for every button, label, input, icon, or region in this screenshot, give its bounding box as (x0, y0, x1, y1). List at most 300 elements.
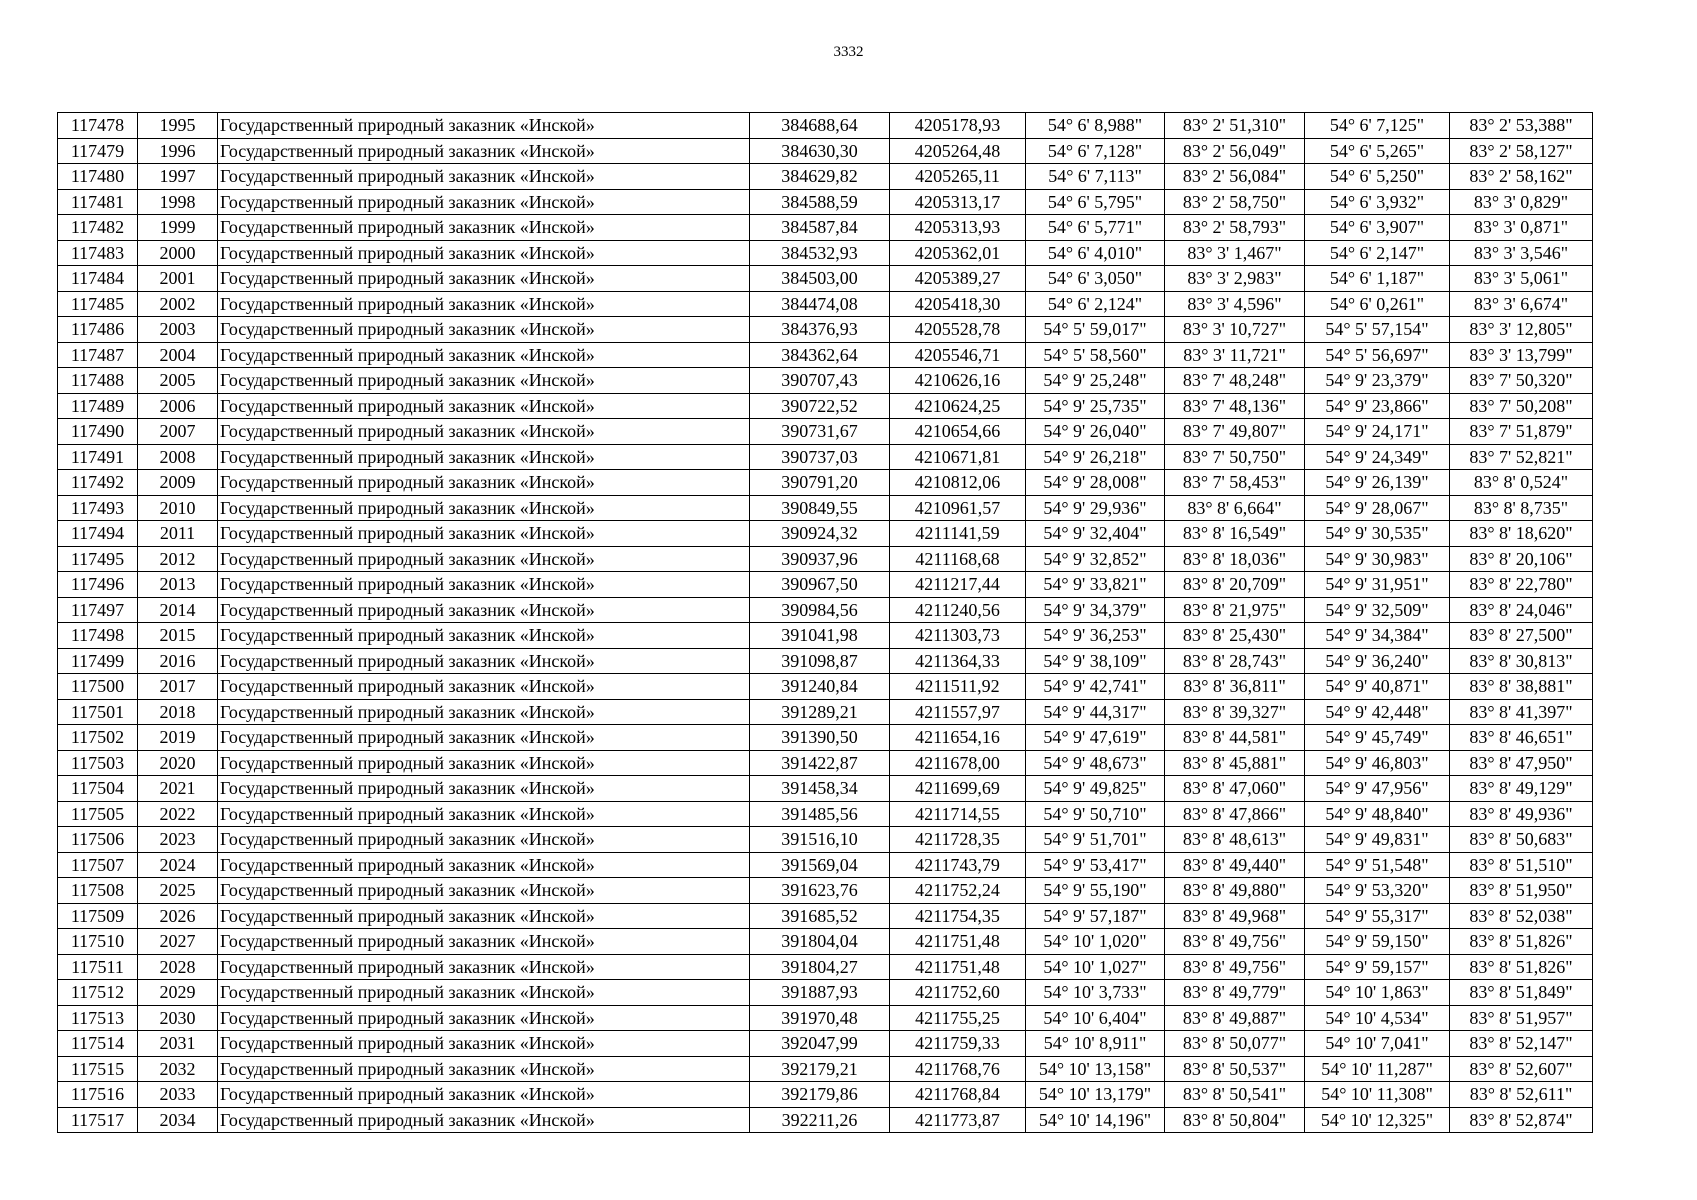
table-row (58, 266, 1593, 292)
longitude-2-cell: 83° 8' 51,510" (1450, 852, 1593, 878)
point-number-cell: 1995 (138, 113, 218, 139)
latitude-1-cell: 54° 10' 13,179" (1026, 1082, 1165, 1108)
latitude-2-cell: 54° 6' 3,907" (1305, 215, 1450, 241)
longitude-2-cell: 83° 8' 24,046" (1450, 597, 1593, 623)
object-name-cell: Государственный природный заказник «Инской» (218, 291, 750, 317)
point-number-cell: 2012 (138, 546, 218, 572)
y-coordinate-cell: 4205313,17 (890, 189, 1026, 215)
table-row (58, 674, 1593, 700)
longitude-2-cell: 83° 8' 41,397" (1450, 699, 1593, 725)
longitude-1-cell: 83° 8' 45,881" (1165, 750, 1305, 776)
longitude-2-cell: 83° 8' 52,147" (1450, 1031, 1593, 1057)
table-row (58, 878, 1593, 904)
row-id-cell: 117494 (58, 521, 138, 547)
x-coordinate-cell: 384474,08 (750, 291, 890, 317)
longitude-2-cell: 83° 8' 38,881" (1450, 674, 1593, 700)
row-id-cell: 117484 (58, 266, 138, 292)
point-number-cell: 2032 (138, 1056, 218, 1082)
x-coordinate-cell: 391458,34 (750, 776, 890, 802)
object-name-cell: Государственный природный заказник «Инской» (218, 648, 750, 674)
y-coordinate-cell: 4211754,35 (890, 903, 1026, 929)
table-row (58, 597, 1593, 623)
x-coordinate-cell: 392179,21 (750, 1056, 890, 1082)
y-coordinate-cell: 4211511,92 (890, 674, 1026, 700)
longitude-2-cell: 83° 8' 30,813" (1450, 648, 1593, 674)
table-row (58, 699, 1593, 725)
point-number-cell: 2017 (138, 674, 218, 700)
longitude-2-cell: 83° 8' 50,683" (1450, 827, 1593, 853)
latitude-1-cell: 54° 9' 42,741" (1026, 674, 1165, 700)
point-number-cell: 2002 (138, 291, 218, 317)
table-row (58, 750, 1593, 776)
object-name-cell: Государственный природный заказник «Инской» (218, 495, 750, 521)
table-row (58, 827, 1593, 853)
object-name-cell: Государственный природный заказник «Инской» (218, 1107, 750, 1133)
object-name-cell: Государственный природный заказник «Инской» (218, 317, 750, 343)
latitude-1-cell: 54° 6' 2,124" (1026, 291, 1165, 317)
latitude-1-cell: 54° 10' 13,158" (1026, 1056, 1165, 1082)
longitude-1-cell: 83° 8' 47,060" (1165, 776, 1305, 802)
x-coordinate-cell: 384629,82 (750, 164, 890, 190)
point-number-cell: 2006 (138, 393, 218, 419)
latitude-2-cell: 54° 6' 0,261" (1305, 291, 1450, 317)
point-number-cell: 2014 (138, 597, 218, 623)
longitude-2-cell: 83° 8' 51,957" (1450, 1005, 1593, 1031)
latitude-1-cell: 54° 9' 29,936" (1026, 495, 1165, 521)
point-number-cell: 2016 (138, 648, 218, 674)
y-coordinate-cell: 4210626,16 (890, 368, 1026, 394)
object-name-cell: Государственный природный заказник «Инской» (218, 164, 750, 190)
longitude-1-cell: 83° 8' 16,549" (1165, 521, 1305, 547)
point-number-cell: 2027 (138, 929, 218, 955)
longitude-2-cell: 83° 8' 22,780" (1450, 572, 1593, 598)
latitude-1-cell: 54° 5' 58,560" (1026, 342, 1165, 368)
row-id-cell: 117481 (58, 189, 138, 215)
longitude-2-cell: 83° 8' 49,129" (1450, 776, 1593, 802)
x-coordinate-cell: 390924,32 (750, 521, 890, 547)
longitude-2-cell: 83° 8' 20,106" (1450, 546, 1593, 572)
point-number-cell: 2020 (138, 750, 218, 776)
longitude-2-cell: 83° 7' 50,208" (1450, 393, 1593, 419)
latitude-2-cell: 54° 9' 47,956" (1305, 776, 1450, 802)
longitude-1-cell: 83° 2' 56,084" (1165, 164, 1305, 190)
latitude-2-cell: 54° 9' 31,951" (1305, 572, 1450, 598)
table-row (58, 648, 1593, 674)
y-coordinate-cell: 4211699,69 (890, 776, 1026, 802)
table-row (58, 393, 1593, 419)
x-coordinate-cell: 390722,52 (750, 393, 890, 419)
longitude-1-cell: 83° 7' 48,136" (1165, 393, 1305, 419)
point-number-cell: 2003 (138, 317, 218, 343)
coordinates-table (57, 112, 1593, 1133)
x-coordinate-cell: 391516,10 (750, 827, 890, 853)
y-coordinate-cell: 4205264,48 (890, 138, 1026, 164)
longitude-2-cell: 83° 7' 51,879" (1450, 419, 1593, 445)
longitude-2-cell: 83° 2' 53,388" (1450, 113, 1593, 139)
object-name-cell: Государственный природный заказник «Инской» (218, 699, 750, 725)
longitude-1-cell: 83° 8' 50,537" (1165, 1056, 1305, 1082)
object-name-cell: Государственный природный заказник «Инской» (218, 776, 750, 802)
row-id-cell: 117502 (58, 725, 138, 751)
x-coordinate-cell: 384362,64 (750, 342, 890, 368)
row-id-cell: 117487 (58, 342, 138, 368)
longitude-2-cell: 83° 3' 12,805" (1450, 317, 1593, 343)
x-coordinate-cell: 391804,04 (750, 929, 890, 955)
latitude-2-cell: 54° 10' 12,325" (1305, 1107, 1450, 1133)
y-coordinate-cell: 4211768,76 (890, 1056, 1026, 1082)
object-name-cell: Государственный природный заказник «Инской» (218, 240, 750, 266)
longitude-2-cell: 83° 8' 51,950" (1450, 878, 1593, 904)
longitude-2-cell: 83° 8' 51,826" (1450, 929, 1593, 955)
latitude-2-cell: 54° 9' 32,509" (1305, 597, 1450, 623)
longitude-1-cell: 83° 8' 50,077" (1165, 1031, 1305, 1057)
longitude-1-cell: 83° 3' 1,467" (1165, 240, 1305, 266)
latitude-2-cell: 54° 9' 28,067" (1305, 495, 1450, 521)
longitude-2-cell: 83° 3' 6,674" (1450, 291, 1593, 317)
point-number-cell: 2026 (138, 903, 218, 929)
x-coordinate-cell: 392047,99 (750, 1031, 890, 1057)
y-coordinate-cell: 4211752,24 (890, 878, 1026, 904)
x-coordinate-cell: 390849,55 (750, 495, 890, 521)
x-coordinate-cell: 391390,50 (750, 725, 890, 751)
y-coordinate-cell: 4211773,87 (890, 1107, 1026, 1133)
object-name-cell: Государственный природный заказник «Инской» (218, 368, 750, 394)
row-id-cell: 117506 (58, 827, 138, 853)
object-name-cell: Государственный природный заказник «Инской» (218, 546, 750, 572)
row-id-cell: 117512 (58, 980, 138, 1006)
row-id-cell: 117479 (58, 138, 138, 164)
object-name-cell: Государственный природный заказник «Инской» (218, 827, 750, 853)
row-id-cell: 117489 (58, 393, 138, 419)
row-id-cell: 117510 (58, 929, 138, 955)
point-number-cell: 2001 (138, 266, 218, 292)
row-id-cell: 117488 (58, 368, 138, 394)
point-number-cell: 1998 (138, 189, 218, 215)
latitude-2-cell: 54° 9' 23,379" (1305, 368, 1450, 394)
longitude-1-cell: 83° 7' 49,807" (1165, 419, 1305, 445)
table-row (58, 546, 1593, 572)
object-name-cell: Государственный природный заказник «Инской» (218, 1031, 750, 1057)
longitude-1-cell: 83° 7' 50,750" (1165, 444, 1305, 470)
x-coordinate-cell: 391289,21 (750, 699, 890, 725)
latitude-1-cell: 54° 6' 7,128" (1026, 138, 1165, 164)
object-name-cell: Государственный природный заказник «Инской» (218, 801, 750, 827)
row-id-cell: 117493 (58, 495, 138, 521)
latitude-2-cell: 54° 9' 24,171" (1305, 419, 1450, 445)
longitude-2-cell: 83° 8' 51,826" (1450, 954, 1593, 980)
latitude-2-cell: 54° 5' 56,697" (1305, 342, 1450, 368)
x-coordinate-cell: 391623,76 (750, 878, 890, 904)
latitude-1-cell: 54° 9' 25,248" (1026, 368, 1165, 394)
longitude-1-cell: 83° 8' 20,709" (1165, 572, 1305, 598)
x-coordinate-cell: 391887,93 (750, 980, 890, 1006)
latitude-2-cell: 54° 9' 34,384" (1305, 623, 1450, 649)
latitude-1-cell: 54° 6' 8,988" (1026, 113, 1165, 139)
row-id-cell: 117490 (58, 419, 138, 445)
latitude-1-cell: 54° 9' 28,008" (1026, 470, 1165, 496)
table-row (58, 164, 1593, 190)
x-coordinate-cell: 390791,20 (750, 470, 890, 496)
x-coordinate-cell: 391569,04 (750, 852, 890, 878)
latitude-2-cell: 54° 9' 40,871" (1305, 674, 1450, 700)
longitude-2-cell: 83° 8' 52,607" (1450, 1056, 1593, 1082)
longitude-1-cell: 83° 8' 28,743" (1165, 648, 1305, 674)
table-row (58, 903, 1593, 929)
table-body (58, 113, 1593, 1133)
latitude-1-cell: 54° 9' 26,040" (1026, 419, 1165, 445)
object-name-cell: Государственный природный заказник «Инской» (218, 189, 750, 215)
y-coordinate-cell: 4211168,68 (890, 546, 1026, 572)
x-coordinate-cell: 392179,86 (750, 1082, 890, 1108)
row-id-cell: 117505 (58, 801, 138, 827)
y-coordinate-cell: 4211141,59 (890, 521, 1026, 547)
latitude-2-cell: 54° 6' 1,187" (1305, 266, 1450, 292)
y-coordinate-cell: 4211364,33 (890, 648, 1026, 674)
latitude-1-cell: 54° 10' 8,911" (1026, 1031, 1165, 1057)
point-number-cell: 2022 (138, 801, 218, 827)
latitude-2-cell: 54° 9' 51,548" (1305, 852, 1450, 878)
point-number-cell: 2024 (138, 852, 218, 878)
point-number-cell: 2013 (138, 572, 218, 598)
point-number-cell: 2023 (138, 827, 218, 853)
object-name-cell: Государственный природный заказник «Инской» (218, 393, 750, 419)
object-name-cell: Государственный природный заказник «Инской» (218, 521, 750, 547)
object-name-cell: Государственный природный заказник «Инской» (218, 903, 750, 929)
row-id-cell: 117482 (58, 215, 138, 241)
row-id-cell: 117503 (58, 750, 138, 776)
y-coordinate-cell: 4211768,84 (890, 1082, 1026, 1108)
row-id-cell: 117517 (58, 1107, 138, 1133)
longitude-2-cell: 83° 8' 52,611" (1450, 1082, 1593, 1108)
latitude-2-cell: 54° 9' 49,831" (1305, 827, 1450, 853)
object-name-cell: Государственный природный заказник «Инской» (218, 750, 750, 776)
object-name-cell: Государственный природный заказник «Инской» (218, 444, 750, 470)
x-coordinate-cell: 391685,52 (750, 903, 890, 929)
longitude-2-cell: 83° 7' 52,821" (1450, 444, 1593, 470)
latitude-1-cell: 54° 10' 1,020" (1026, 929, 1165, 955)
longitude-1-cell: 83° 3' 11,721" (1165, 342, 1305, 368)
latitude-1-cell: 54° 9' 50,710" (1026, 801, 1165, 827)
longitude-2-cell: 83° 8' 8,735" (1450, 495, 1593, 521)
x-coordinate-cell: 391804,27 (750, 954, 890, 980)
longitude-1-cell: 83° 2' 51,310" (1165, 113, 1305, 139)
longitude-2-cell: 83° 8' 27,500" (1450, 623, 1593, 649)
table-row (58, 189, 1593, 215)
longitude-1-cell: 83° 8' 47,866" (1165, 801, 1305, 827)
longitude-1-cell: 83° 8' 18,036" (1165, 546, 1305, 572)
longitude-1-cell: 83° 3' 4,596" (1165, 291, 1305, 317)
longitude-1-cell: 83° 8' 49,887" (1165, 1005, 1305, 1031)
object-name-cell: Государственный природный заказник «Инской» (218, 1082, 750, 1108)
y-coordinate-cell: 4211303,73 (890, 623, 1026, 649)
latitude-2-cell: 54° 9' 36,240" (1305, 648, 1450, 674)
table-row (58, 521, 1593, 547)
table-row (58, 1031, 1593, 1057)
longitude-1-cell: 83° 8' 48,613" (1165, 827, 1305, 853)
y-coordinate-cell: 4211752,60 (890, 980, 1026, 1006)
point-number-cell: 1996 (138, 138, 218, 164)
point-number-cell: 2000 (138, 240, 218, 266)
latitude-1-cell: 54° 9' 55,190" (1026, 878, 1165, 904)
x-coordinate-cell: 390731,67 (750, 419, 890, 445)
table-row (58, 113, 1593, 139)
point-number-cell: 2033 (138, 1082, 218, 1108)
point-number-cell: 2031 (138, 1031, 218, 1057)
x-coordinate-cell: 384532,93 (750, 240, 890, 266)
longitude-1-cell: 83° 8' 36,811" (1165, 674, 1305, 700)
latitude-1-cell: 54° 9' 47,619" (1026, 725, 1165, 751)
y-coordinate-cell: 4205528,78 (890, 317, 1026, 343)
x-coordinate-cell: 384688,64 (750, 113, 890, 139)
longitude-1-cell: 83° 8' 50,541" (1165, 1082, 1305, 1108)
table-row (58, 929, 1593, 955)
x-coordinate-cell: 390707,43 (750, 368, 890, 394)
longitude-1-cell: 83° 2' 56,049" (1165, 138, 1305, 164)
latitude-1-cell: 54° 9' 36,253" (1026, 623, 1165, 649)
longitude-2-cell: 83° 8' 52,874" (1450, 1107, 1593, 1133)
latitude-2-cell: 54° 9' 48,840" (1305, 801, 1450, 827)
longitude-2-cell: 83° 8' 52,038" (1450, 903, 1593, 929)
longitude-1-cell: 83° 8' 50,804" (1165, 1107, 1305, 1133)
point-number-cell: 2028 (138, 954, 218, 980)
row-id-cell: 117514 (58, 1031, 138, 1057)
latitude-2-cell: 54° 10' 11,287" (1305, 1056, 1450, 1082)
latitude-1-cell: 54° 9' 38,109" (1026, 648, 1165, 674)
x-coordinate-cell: 391098,87 (750, 648, 890, 674)
object-name-cell: Государственный природный заказник «Инской» (218, 1056, 750, 1082)
row-id-cell: 117509 (58, 903, 138, 929)
row-id-cell: 117491 (58, 444, 138, 470)
row-id-cell: 117486 (58, 317, 138, 343)
x-coordinate-cell: 390967,50 (750, 572, 890, 598)
point-number-cell: 2004 (138, 342, 218, 368)
table-row (58, 317, 1593, 343)
point-number-cell: 2034 (138, 1107, 218, 1133)
y-coordinate-cell: 4210961,57 (890, 495, 1026, 521)
y-coordinate-cell: 4211728,35 (890, 827, 1026, 853)
latitude-2-cell: 54° 5' 57,154" (1305, 317, 1450, 343)
object-name-cell: Государственный природный заказник «Инской» (218, 215, 750, 241)
row-id-cell: 117485 (58, 291, 138, 317)
y-coordinate-cell: 4211654,16 (890, 725, 1026, 751)
point-number-cell: 2021 (138, 776, 218, 802)
table-row (58, 444, 1593, 470)
row-id-cell: 117507 (58, 852, 138, 878)
row-id-cell: 117478 (58, 113, 138, 139)
longitude-1-cell: 83° 2' 58,750" (1165, 189, 1305, 215)
object-name-cell: Государственный природный заказник «Инской» (218, 852, 750, 878)
latitude-2-cell: 54° 9' 42,448" (1305, 699, 1450, 725)
longitude-1-cell: 83° 8' 49,779" (1165, 980, 1305, 1006)
table-row (58, 1082, 1593, 1108)
latitude-1-cell: 54° 5' 59,017" (1026, 317, 1165, 343)
y-coordinate-cell: 4205178,93 (890, 113, 1026, 139)
y-coordinate-cell: 4211217,44 (890, 572, 1026, 598)
page-number: 3332 (833, 44, 864, 60)
y-coordinate-cell: 4210654,66 (890, 419, 1026, 445)
table-row (58, 342, 1593, 368)
row-id-cell: 117492 (58, 470, 138, 496)
object-name-cell: Государственный природный заказник «Инской» (218, 113, 750, 139)
row-id-cell: 117498 (58, 623, 138, 649)
row-id-cell: 117480 (58, 164, 138, 190)
table-row (58, 138, 1593, 164)
y-coordinate-cell: 4205418,30 (890, 291, 1026, 317)
object-name-cell: Государственный природный заказник «Инской» (218, 878, 750, 904)
y-coordinate-cell: 4211714,55 (890, 801, 1026, 827)
latitude-1-cell: 54° 10' 3,733" (1026, 980, 1165, 1006)
latitude-2-cell: 54° 10' 1,863" (1305, 980, 1450, 1006)
longitude-2-cell: 83° 2' 58,127" (1450, 138, 1593, 164)
longitude-1-cell: 83° 3' 10,727" (1165, 317, 1305, 343)
point-number-cell: 2015 (138, 623, 218, 649)
longitude-2-cell: 83° 3' 0,829" (1450, 189, 1593, 215)
latitude-2-cell: 54° 9' 26,139" (1305, 470, 1450, 496)
latitude-1-cell: 54° 6' 7,113" (1026, 164, 1165, 190)
longitude-1-cell: 83° 8' 21,975" (1165, 597, 1305, 623)
table-row (58, 1056, 1593, 1082)
object-name-cell: Государственный природный заказник «Инской» (218, 597, 750, 623)
longitude-1-cell: 83° 7' 58,453" (1165, 470, 1305, 496)
longitude-2-cell: 83° 8' 0,524" (1450, 470, 1593, 496)
longitude-2-cell: 83° 3' 3,546" (1450, 240, 1593, 266)
point-number-cell: 2011 (138, 521, 218, 547)
latitude-2-cell: 54° 9' 59,150" (1305, 929, 1450, 955)
x-coordinate-cell: 384630,30 (750, 138, 890, 164)
longitude-1-cell: 83° 8' 39,327" (1165, 699, 1305, 725)
x-coordinate-cell: 391422,87 (750, 750, 890, 776)
longitude-1-cell: 83° 3' 2,983" (1165, 266, 1305, 292)
x-coordinate-cell: 391970,48 (750, 1005, 890, 1031)
latitude-1-cell: 54° 9' 32,852" (1026, 546, 1165, 572)
longitude-1-cell: 83° 8' 49,880" (1165, 878, 1305, 904)
x-coordinate-cell: 390937,96 (750, 546, 890, 572)
x-coordinate-cell: 391041,98 (750, 623, 890, 649)
longitude-2-cell: 83° 2' 58,162" (1450, 164, 1593, 190)
row-id-cell: 117516 (58, 1082, 138, 1108)
x-coordinate-cell: 384376,93 (750, 317, 890, 343)
object-name-cell: Государственный природный заказник «Инской» (218, 674, 750, 700)
object-name-cell: Государственный природный заказник «Инской» (218, 980, 750, 1006)
table-row (58, 1107, 1593, 1133)
latitude-2-cell: 54° 9' 23,866" (1305, 393, 1450, 419)
latitude-1-cell: 54° 9' 57,187" (1026, 903, 1165, 929)
latitude-2-cell: 54° 6' 5,250" (1305, 164, 1450, 190)
y-coordinate-cell: 4211240,56 (890, 597, 1026, 623)
y-coordinate-cell: 4205546,71 (890, 342, 1026, 368)
y-coordinate-cell: 4205389,27 (890, 266, 1026, 292)
latitude-2-cell: 54° 9' 24,349" (1305, 444, 1450, 470)
x-coordinate-cell: 384588,59 (750, 189, 890, 215)
y-coordinate-cell: 4205265,11 (890, 164, 1026, 190)
row-id-cell: 117501 (58, 699, 138, 725)
y-coordinate-cell: 4211678,00 (890, 750, 1026, 776)
table-row (58, 419, 1593, 445)
point-number-cell: 2025 (138, 878, 218, 904)
table-row (58, 776, 1593, 802)
latitude-2-cell: 54° 6' 5,265" (1305, 138, 1450, 164)
longitude-2-cell: 83° 8' 51,849" (1450, 980, 1593, 1006)
longitude-2-cell: 83° 8' 47,950" (1450, 750, 1593, 776)
object-name-cell: Государственный природный заказник «Инской» (218, 623, 750, 649)
latitude-1-cell: 54° 9' 34,379" (1026, 597, 1165, 623)
point-number-cell: 2030 (138, 1005, 218, 1031)
row-id-cell: 117504 (58, 776, 138, 802)
latitude-1-cell: 54° 9' 44,317" (1026, 699, 1165, 725)
longitude-2-cell: 83° 8' 18,620" (1450, 521, 1593, 547)
latitude-2-cell: 54° 9' 30,983" (1305, 546, 1450, 572)
table-row (58, 215, 1593, 241)
